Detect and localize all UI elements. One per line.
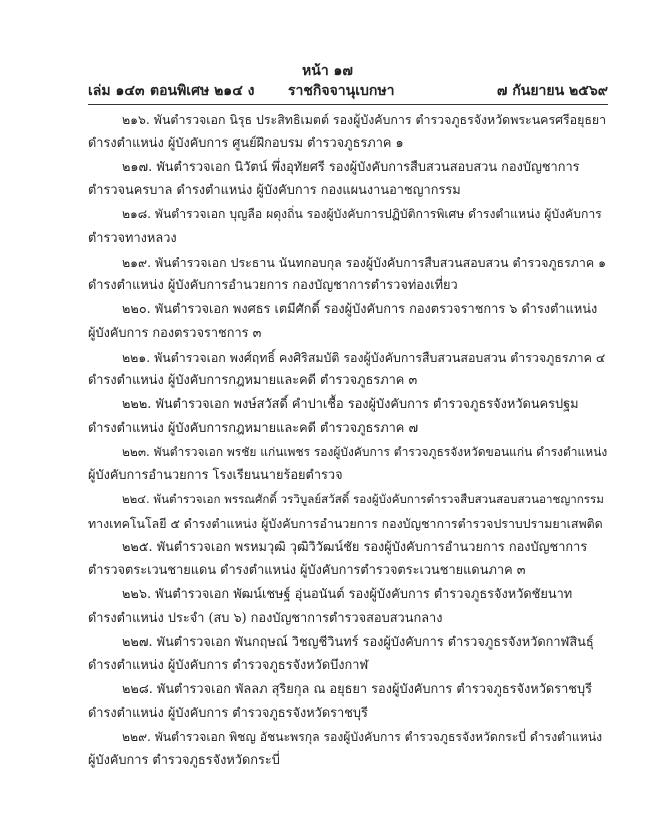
entry-second-line: ตำรวจทางหลวง [88,230,177,246]
entry-first-line: ๒๑๖. พันตำรวจเอก นิรุธ ประสิทธิเมตต์ รองผู้บังคับการ ตำรวจภูธรจังหวัดพระนครศรีอยุธยา [122,112,607,127]
entry-first-line: ๒๒๕. พันตำรวจเอก พรหมวุฒิ วุฒิวิวัฒน์ชัย รองผู้บังคับการอำนวยการ กองบัญชาการ [122,539,588,555]
entry-first-line: ๒๒๒. พันตำรวจเอก พงษ์สวัสดิ์ คำปาเชื้อ รองผู้บังคับการ ตำรวจภูธรจังหวัดนครปฐม [122,397,579,412]
header-divider [88,104,608,105]
appointment-entry [88,536,608,584]
appointment-list [88,108,608,773]
appointment-entry [88,678,608,726]
appointment-entry [88,346,608,394]
entry-second-line: ดำรงตำแหน่ง ผู้บังคับการอำนวยการ กองบัญชาการตำรวจท่องเที่ยว [88,278,458,294]
entry-second-line: ดำรงตำแหน่ง ผู้บังคับการกฎหมายและคดี ตำรวจภูธรภาค ๗ [88,420,419,436]
entry-first-line: ๒๒๘. พันตำรวจเอก พัลลภ สุริยกุล ณ อยุธยา รองผู้บังคับการ ตำรวจภูธรจังหวัดราชบุรี [122,682,592,697]
entry-first-line: ๒๒๗. พันตำรวจเอก พันกฤษณ์ วิชญชีวินทร์ รองผู้บังคับการ ตำรวจภูธรจังหวัดกาฬสินธุ์ [122,634,594,650]
entry-second-line: ผู้บังคับการ กองตรวจราชการ ๓ [88,325,262,341]
entry-second-line: ดำรงตำแหน่ง ผู้บังคับการ ศูนย์ฝึกอบรม ตำรวจภูธรภาค ๑ [88,135,404,151]
entry-first-line: ๒๒๔. พันตำรวจเอก พรรณศักดิ์ วรวิบูลย์สวัสดิ์ รองผู้บังคับการตำรวจสืบสวนสอบสวนอาชญากรรม [122,492,604,506]
entry-first-line: ๒๒๐. พันตำรวจเอก พงศธร เตมีศักดิ์ รองผู้บังคับการ กองตรวจราชการ ๖ ดำรงตำแหน่ง [122,302,598,317]
entry-first-line: ๒๑๘. พันตำรวจเอก บุญลือ ผดุงถิ่น รองผู้บังคับการปฏิบัติการพิเศษ ดำรงตำแหน่ง ผู้บังคับการ [122,207,602,221]
appointment-entry [88,251,608,299]
entry-first-line: ๒๑๗. พันตำรวจเอก นิวัตน์ พึ่งอุทัยศรี รองผู้บังคับการสืบสวนสอบสวน กองบัญชาการ [122,159,580,175]
entry-first-line: ๒๒๓. พันตำรวจเอก พรชัย แก่นเพชร รองผู้บังคับการ ตำรวจภูธรจังหวัดขอนแก่น ดำรงตำแหน่ง [122,444,608,459]
gazette-title: ราชกิจจานุเบกษา [288,83,395,99]
appointment-entry [88,441,608,489]
appointment-entry [88,393,608,441]
volume-label: เล่ม ๑๔๓ [88,83,145,99]
entry-second-line: ดำรงตำแหน่ง ผู้บังคับการกฎหมายและคดี ตำรวจภูธรภาค ๓ [88,373,418,389]
page-number: หน้า ๑๗ [302,63,353,79]
entry-second-line: ผู้บังคับการ ตำรวจภูธรจังหวัดกระบี่ [88,753,280,769]
appointment-entry [88,203,608,251]
entry-first-line: ๒๒๑. พันตำรวจเอก พงศ์ฤทธิ์ คงศิริสมบัติ รองผู้บังคับการสืบสวนสอบสวน ตำรวจภูธรภาค ๔ [122,349,606,365]
entry-first-line: ๒๒๖. พันตำรวจเอก พัฒน์เชษฐ์ อุ่นอนันต์ รองผู้บังคับการ ตำรวจภูธรจังหวัดชัยนาท [122,587,573,602]
issue-label: ตอนพิเศษ ๒๑๔ ง [150,83,255,99]
entry-first-line: ๒๒๙. พันตำรวจเอก พิชญ อัชนะพรกุล รองผู้บังคับการ ตำรวจภูธรจังหวัดกระบี่ ดำรงตำแหน่ง [122,729,603,744]
appointment-entry [88,108,608,156]
entry-second-line: ดำรงตำแหน่ง ประจำ (สบ ๖) กองบัญชาการตำรวจสอบสวนกลาง [88,610,443,626]
entry-second-line: ตำรวจนครบาล ดำรงตำแหน่ง ผู้บังคับการ กองแผนงานอาชญากรรม [88,183,461,199]
entry-second-line: ทางเทคโนโลยี ๕ ดำรงตำแหน่ง ผู้บังคับการอำนวยการ กองบัญชาการตำรวจปราบปรามยาเสพติด [88,515,603,531]
entry-second-line: ดำรงตำแหน่ง ผู้บังคับการ ตำรวจภูธรจังหวัดราชบุรี [88,705,368,721]
appointment-entry [88,156,608,204]
appointment-entry [88,298,608,346]
entry-second-line: ตำรวจตระเวนชายแดน ดำรงตำแหน่ง ผู้บังคับการตำรวจตระเวนชายแดนภาค ๓ [88,563,526,579]
entry-second-line: ดำรงตำแหน่ง ผู้บังคับการ ตำรวจภูธรจังหวัดบึงกาฬ [88,658,369,674]
appointment-entry [88,726,608,774]
gazette-header [88,80,608,100]
entry-second-line: ผู้บังคับการอำนวยการ โรงเรียนนายร้อยตำรวจ [88,468,343,484]
entry-first-line: ๒๑๙. พันตำรวจเอก ประธาน นันทกอบกุล รองผู้บังคับการสืบสวนสอบสวน ตำรวจภูธรภาค ๑ [122,254,606,270]
appointment-entry [88,583,608,631]
appointment-entry [88,631,608,679]
issue-date: ๗ กันยายน ๒๕๖๙ [496,83,608,99]
appointment-entry [88,488,608,536]
